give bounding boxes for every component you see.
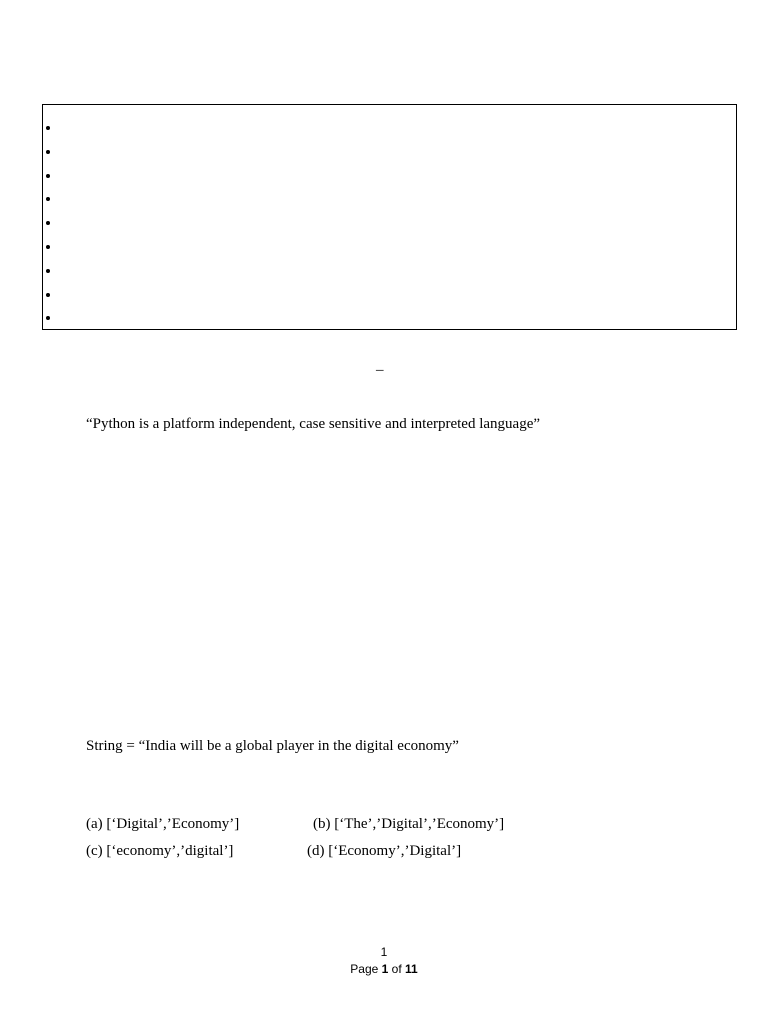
footer-page-indicator — [0, 962, 768, 976]
footer-current-page: 1 — [381, 962, 389, 976]
bullet-dot-icon — [46, 245, 50, 249]
footer-of-word: of — [391, 962, 402, 976]
bullet-dot-icon — [46, 126, 50, 130]
footer-total-pages: 11 — [405, 962, 418, 976]
bullet-dot-icon — [46, 221, 50, 225]
bullet-dot-icon — [46, 316, 50, 320]
section-marker: – — [376, 362, 384, 378]
bullet-dot-icon — [46, 269, 50, 273]
option-b: (b) [‘The’,’Digital’,’Economy’] — [313, 816, 505, 832]
footer-page-word: Page — [350, 962, 379, 976]
bullet-dot-icon — [46, 293, 50, 297]
bullet-dot-icon — [46, 197, 50, 201]
question-statement: “Python is a platform independent, case sensitive and interpreted language” — [86, 416, 541, 432]
option-d: (d) [‘Economy’,’Digital’] — [307, 843, 462, 859]
bullet-dot-icon — [46, 174, 50, 178]
bullet-dot-icon — [46, 150, 50, 154]
option-a: (a) [‘Digital’,’Economy’] — [86, 816, 240, 832]
option-c: (c) [‘economy’,’digital’] — [86, 843, 234, 859]
question-string-line: String = “India will be a global player in the digital economy” — [86, 738, 459, 754]
instructions-box — [42, 104, 737, 330]
footer-page-number: 1 — [380, 945, 388, 959]
